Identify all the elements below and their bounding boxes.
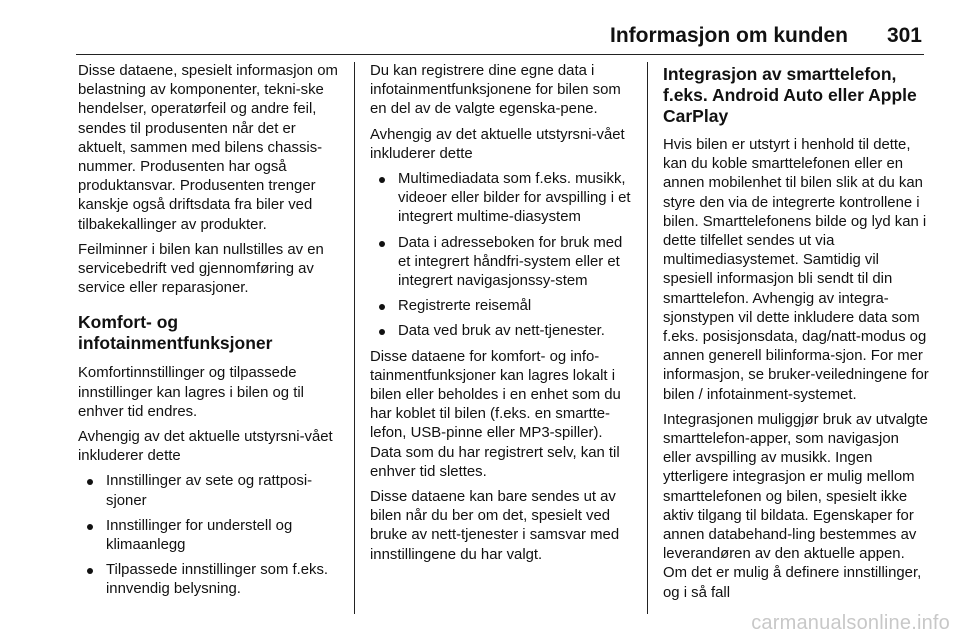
list-item: Innstillinger for understell og klimaanlegg bbox=[78, 517, 346, 555]
section-heading-smarttelefon: Integrasjon av smarttelefon, f.eks. Android Auto eller Apple CarPlay bbox=[663, 64, 917, 126]
list-item: Tilpassede innstillinger som f.eks. innvendig belysning. bbox=[78, 561, 346, 599]
column-divider-2 bbox=[647, 62, 648, 614]
paragraph: Integrasjonen muliggjør bruk av utvalgte smarttelefon-apper, som navigasjon eller avspilling av musikk. Ingen ytterligere integrasjon er mulig mellom smarttelefonen og bilen, spesielt ikke aktiv tilgang til bildata. Egenskaper for annen databehand-ling bestemmes av leverandøren av den aktuelle appen. Om det er mulig å definere innstillinger, og i så fall bbox=[663, 411, 928, 601]
paragraph: Avhengig av det aktuelle utstyrsni-vået inkluderer dette bbox=[370, 126, 625, 162]
list-item: Multimediadata som f.eks. musikk, videoer eller bilder for avspilling i et integrert multime-diasystem bbox=[370, 170, 638, 228]
watermark: carmanualsonline.info bbox=[751, 612, 950, 634]
list-item: Registrerte reisemål bbox=[370, 297, 638, 316]
paragraph: Du kan registrere dine egne data i infotainmentfunksjonene for bilen som en del av de valgte egenska-pene. bbox=[370, 63, 621, 118]
page-header bbox=[0, 0, 960, 56]
list-item: Data ved bruk av nett-tjenester. bbox=[370, 322, 638, 341]
page-title: Informasjon om kunden bbox=[609, 24, 848, 47]
paragraph: Feilminner i bilen kan nullstilles av en servicebedrift ved gjennomføring av service eller reparasjoner. bbox=[78, 241, 324, 297]
column-3 bbox=[663, 62, 931, 609]
paragraph: Disse dataene for komfort- og info-tainmentfunksjoner kan lagres lokalt i bilen eller beholdes i en enhet som du har koblet til bilen (f.eks. en smartte-lefon, USB-pinne eller MP3-spiller). Data som du har registrert selv, kan til enhver tid slettes. bbox=[370, 348, 621, 480]
bullet-list bbox=[370, 170, 638, 342]
page-number: 301 bbox=[886, 24, 922, 47]
section-heading-komfort: Komfort- og infotainmentfunksjoner bbox=[78, 312, 273, 354]
paragraph: Komfortinnstillinger og tilpassede innstillinger kan lagres i bilen og til enhver tid endres. bbox=[78, 365, 304, 420]
header-rule bbox=[76, 54, 924, 55]
paragraph: Hvis bilen er utstyrt i henhold til dette, kan du koble smarttelefonen eller en annen mobilenhet til bilen slik at du kan styre den via de integrerte kontrollene i bilen. Smarttelefonens bilde og lyd kan i dette tilfellet sendes ut via multimediasystemet. Samtidig vil spesiell informasjon bli sendt til din smarttelefon. Avhengig av integra-sjonstypen vil dette inkludere data som f.eks. posisjonsdata, dag/natt-modus og annen generell bilinforma-sjon. For mer informasjon, se bruker-veiledningene for bilen / infotainment-systemet. bbox=[663, 137, 929, 403]
list-item: Data i adresseboken for bruk med et integrert håndfri-system eller et integrert navigasjonssy-stem bbox=[370, 234, 638, 292]
paragraph: Disse dataene kan bare sendes ut av bilen når du ber om det, spesielt ved bruke av nett-tjenester i samsvar med innstillingene du har valgt. bbox=[370, 489, 620, 563]
paragraph: Disse dataene, spesielt informasjon om belastning av komponenter, tekni-ske hendelser, operatørfeil og andre feil, sendes til produsenten når det er aktuelt, sammen med bilens chassis-nummer. Produsenten har også produktansvar. Produsenten trenger kanskje også driftsdata fra biler ved tilbakekallinger av produkter. bbox=[78, 63, 338, 233]
column-divider-1 bbox=[354, 62, 355, 614]
bullet-list bbox=[78, 472, 346, 599]
list-item: Innstillinger av sete og rattposi-sjoner bbox=[78, 472, 346, 510]
column-1 bbox=[78, 62, 346, 606]
paragraph: Avhengig av det aktuelle utstyrsni-vået inkluderer dette bbox=[78, 429, 333, 465]
column-2 bbox=[370, 62, 638, 571]
